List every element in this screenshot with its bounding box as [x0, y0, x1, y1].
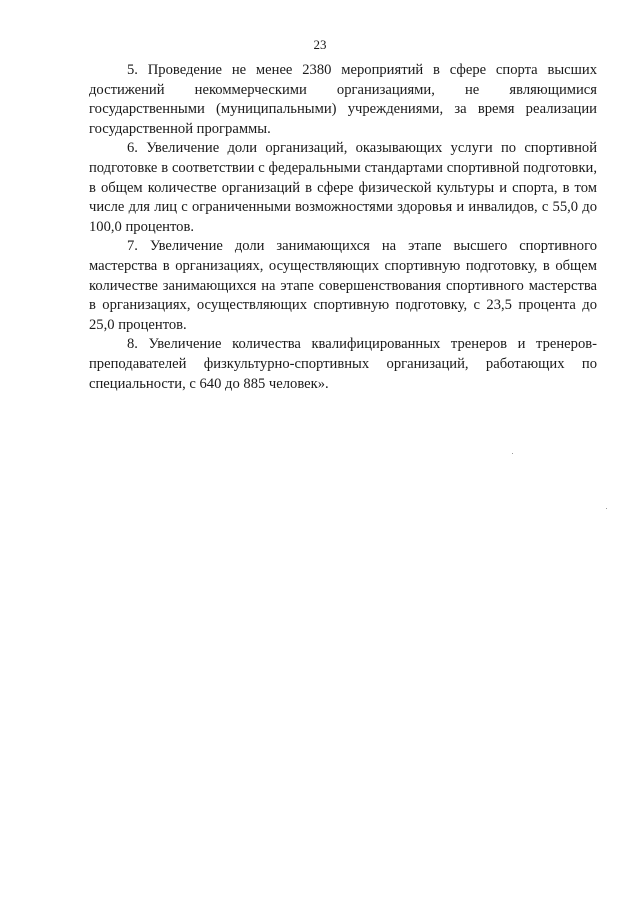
- paragraph-item-6: 6. Увеличение доли организаций, оказывающих услуги по спортивной подготовке в соответствии с федеральными стандартами спортивной подготовки, в общем количестве организаций в сфере физической культуры и спорта, в том числе для лиц с ограниченными возможностями здоровья и инвалидов, с 55,0 до 100,0 процентов.: [89, 140, 597, 235]
- paragraph-item-5: 5. Проведение не менее 2380 мероприятий в сфере спорта высших достижений некоммерческими организациями, не являющимися государственными (муниципальными) учреждениями, за время реализации государственной программы.: [89, 62, 597, 137]
- scan-speck: [512, 453, 513, 454]
- page-number: 23: [313, 37, 327, 52]
- paragraph-item-8: 8. Увеличение количества квалифицированных тренеров и тренеров-преподавателей физкультурно-спортивных организаций, работающих по специальности, с 640 до 885 человек».: [89, 336, 597, 392]
- scan-speck: [606, 508, 607, 509]
- document-body: [89, 61, 597, 394]
- paragraph-item-7: 7. Увеличение доли занимающихся на этапе высшего спортивного мастерства в организациях, осуществляющих спортивную подготовку, в общем количестве занимающихся на этапе совершенствования спортивного мастерства в организациях, осуществляющих спортивную подготовку, с 23,5 процента до 25,0 процентов.: [89, 238, 597, 333]
